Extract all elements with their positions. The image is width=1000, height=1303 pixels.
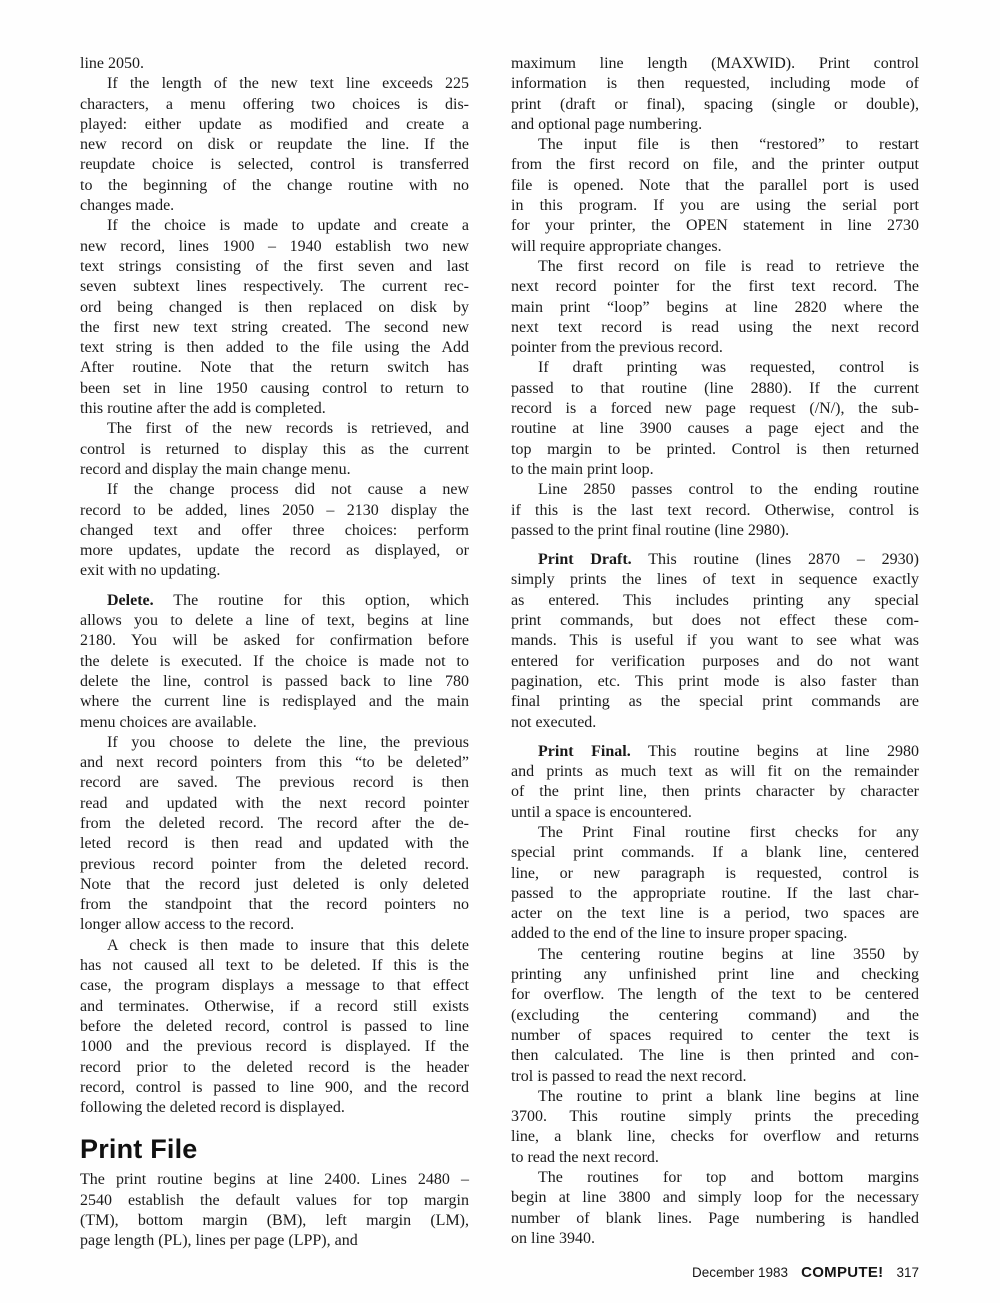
- text-line: of the print line, then prints character by character: [511, 783, 919, 801]
- text-line: has not caused all text to be deleted. If this is the: [80, 957, 469, 975]
- text-line: acter on the text line is a period, two spaces are: [511, 905, 919, 923]
- text-line: Print Draft. This routine (lines 2870 – 2930): [538, 551, 919, 569]
- text-line: entered for verification purposes and do not want: [511, 652, 919, 670]
- text-line: next record pointer for the first text record. The: [511, 278, 919, 296]
- text-line: leted record is then read and updated with the: [80, 835, 469, 853]
- text-line: to the main print loop.: [511, 460, 654, 478]
- text-line: routine at line 3900 causes a page eject and the: [511, 420, 919, 438]
- paragraph: [511, 480, 919, 541]
- text-line: passed to that routine (line 2880). If the current: [511, 379, 919, 397]
- text-line: If the choice is made to update and create a: [107, 217, 469, 235]
- text-line: The first record on file is read to retrieve the: [538, 257, 919, 275]
- text-line: The print routine begins at line 2400. Lines 2480 –: [80, 1171, 469, 1189]
- text-line: control is returned to display this as the current: [80, 440, 469, 458]
- section-heading: Print File: [80, 1134, 198, 1165]
- text-line: not executed.: [511, 713, 597, 731]
- text-line: If draft printing was requested, control is: [538, 359, 919, 377]
- page-footer: [0, 1252, 1000, 1281]
- paragraph: [511, 135, 919, 257]
- text-line: The routines for top and bottom margins: [538, 1169, 919, 1187]
- text-line: top margin to be printed. Control is then returned: [511, 440, 919, 458]
- text-line: seven subtext lines respectively. The current rec-: [80, 278, 469, 296]
- text-line: If you choose to delete the line, the previous: [107, 733, 469, 751]
- text-line: allows you to delete a line of text, begins at line: [80, 612, 469, 630]
- paragraph: [80, 216, 469, 419]
- text-line: maximum line length (MAXWID). Print control: [511, 55, 919, 72]
- text-line: from the standpoint that the record pointers no: [80, 896, 469, 914]
- text-line: and optional page numbering.: [511, 115, 703, 133]
- text-line: line, a blank line, checks for overflow and returns: [511, 1128, 919, 1146]
- text-line: The first of the new records is retrieved, and: [107, 420, 469, 438]
- paragraph: [511, 823, 919, 945]
- text-line: (TM), bottom margin (BM), left margin (LM),: [80, 1212, 469, 1230]
- footer-date: December 1983: [692, 1264, 789, 1280]
- text-line: Line 2850 passes control to the ending routine: [538, 481, 919, 499]
- text-line: where the current line is redisplayed and the main: [80, 693, 469, 711]
- text-line: line 2050.: [80, 55, 144, 72]
- text-line: If the length of the new text line exceeds 225: [107, 75, 469, 93]
- footer-page-number: 317: [896, 1264, 919, 1280]
- text-line: After routine. Note that the return switch has: [80, 359, 469, 377]
- paragraph: [80, 419, 469, 480]
- paragraph: [80, 936, 469, 1119]
- text-line: trol is passed to read the next record.: [511, 1067, 747, 1085]
- text-line: special print commands. If a blank line, centered: [511, 844, 919, 862]
- text-line: ord being changed is then replaced on disk by: [80, 298, 469, 316]
- text-line: simply prints the lines of text in sequence exactly: [511, 571, 919, 589]
- text-line: page length (PL), lines per page (LPP), and: [80, 1232, 358, 1250]
- text-line: number of blank lines. Page numbering is handled: [511, 1209, 919, 1227]
- text-line: text string is then added to the file using the Add: [80, 339, 469, 357]
- text-line: following the deleted record is displayed.: [80, 1099, 345, 1117]
- text-line: added to the end of the line to insure proper spacing.: [511, 925, 848, 943]
- paragraph: [80, 54, 469, 74]
- text-line: new record on disk or reupdate the line. If the: [80, 136, 469, 154]
- text-line: then calculated. The line is then printed and con-: [511, 1047, 919, 1065]
- column-left: [80, 54, 469, 1252]
- text-line: The input file is then “restored” to restart: [538, 136, 919, 154]
- text-line: played: either update as modified and create a: [80, 115, 469, 133]
- column-right: [511, 54, 919, 1252]
- paragraph: [80, 1170, 469, 1251]
- text-line: the first new text string created. The second new: [80, 318, 469, 336]
- text-line: will require appropriate changes.: [511, 237, 722, 255]
- text-line: passed to the appropriate routine. If the last char-: [511, 884, 919, 902]
- text-line: next text record is read using the next record: [511, 318, 919, 336]
- text-line: new record, lines 1900 – 1940 establish two new: [80, 237, 469, 255]
- text-line: A check is then made to insure that this delete: [107, 936, 469, 954]
- text-line: The routine to print a blank line begins at line: [538, 1087, 919, 1105]
- text-line: 2180. You will be asked for confirmation before: [80, 632, 469, 650]
- text-line: The Print Final routine first checks for any: [538, 823, 919, 841]
- text-line: print (draft or final), spacing (single or double),: [511, 95, 919, 113]
- text-line: this routine after the add is completed.: [80, 400, 326, 418]
- text-line: on line 3940.: [511, 1229, 595, 1247]
- text-line: number of spaces required to center the text is: [511, 1026, 919, 1044]
- text-line: 3700. This routine simply prints the preceding: [511, 1108, 919, 1126]
- text-line: for your printer, the OPEN statement in line 2730: [511, 217, 919, 235]
- text-line: delete the line, control is passed back to line 780: [80, 672, 469, 690]
- text-line: (excluding the centering command) and the: [511, 1006, 919, 1024]
- text-line: file is opened. Note that the parallel port is used: [511, 176, 919, 194]
- text-line: print commands, but does not effect these com-: [511, 612, 919, 630]
- text-line: if this is the last text record. Otherwise, control is: [511, 501, 919, 519]
- text-line: reupdate choice is selected, control is transferred: [80, 156, 469, 174]
- text-line: from the deleted record. The record after the de-: [80, 814, 469, 832]
- text-line: begin at line 3800 and simply loop for the necessary: [511, 1189, 919, 1207]
- paragraph: [511, 1087, 919, 1168]
- text-line: as entered. This includes printing any special: [511, 591, 919, 609]
- text-line: changes made.: [80, 197, 175, 215]
- text-line: Note that the record just deleted is only deleted: [80, 875, 469, 893]
- text-line: record is a forced new page request (/N/), the sub-: [511, 400, 919, 418]
- text-line: before the deleted record, control is passed to line: [80, 1017, 469, 1035]
- text-line: and next record pointers from this “to be deleted”: [80, 754, 469, 772]
- paragraph: [80, 591, 469, 733]
- text-line: line, or new paragraph is requested, control is: [511, 864, 919, 882]
- text-line: record and display the main change menu.: [80, 460, 351, 478]
- text-line: text strings consisting of the first seven and last: [80, 257, 469, 275]
- text-line: longer allow access to the record.: [80, 916, 295, 934]
- text-line: main print “loop” begins at line 2820 where the: [511, 298, 919, 316]
- text-line: previous record pointer from the deleted record.: [80, 855, 469, 873]
- text-line: from the first record on file, and the printer output: [511, 156, 919, 174]
- text-line: case, the program displays a message to that effect: [80, 977, 469, 995]
- text-line: the delete is executed. If the choice is made not to: [80, 652, 469, 670]
- text-line: passed to the print final routine (line 2980).: [511, 521, 790, 539]
- text-line: printing any unfinished print line and checking: [511, 966, 919, 984]
- text-line: record are saved. The previous record is then: [80, 774, 469, 792]
- text-line: and prints as much text as will fit on the remainder: [511, 763, 919, 781]
- text-line: exit with no updating.: [80, 562, 221, 580]
- text-line: 2540 establish the default values for top margin: [80, 1191, 469, 1209]
- text-line: 1000 and the previous record is displayed. If the: [80, 1038, 469, 1056]
- footer-magazine-name: COMPUTE!: [801, 1263, 884, 1281]
- paragraph: [80, 733, 469, 936]
- paragraph: [511, 945, 919, 1087]
- text-line: record to be added, lines 2050 – 2130 display the: [80, 501, 469, 519]
- paragraph: [511, 742, 919, 823]
- paragraph: [511, 550, 919, 733]
- text-line: changed text and offer three choices: perform: [80, 521, 469, 539]
- text-line: for overflow. The length of the text to be centered: [511, 986, 919, 1004]
- paragraph: [511, 1168, 919, 1249]
- paragraph: [511, 257, 919, 358]
- paragraph: [511, 358, 919, 480]
- text-line: pointer from the previous record.: [511, 339, 723, 357]
- text-line: to read the next record.: [511, 1148, 659, 1166]
- text-line: mands. This is useful if you want to see what was: [511, 632, 919, 650]
- text-line: If the change process did not cause a new: [107, 481, 469, 499]
- text-line: more updates, update the record as displayed, or: [80, 542, 469, 560]
- text-line: in this program. If you are using the serial port: [511, 197, 919, 215]
- text-line: until a space is encountered.: [511, 803, 692, 821]
- text-line: read and updated with the next record pointer: [80, 794, 469, 812]
- text-line: Delete. The routine for this option, which: [107, 591, 469, 609]
- text-line: characters, a menu offering two choices is dis-: [80, 95, 469, 113]
- text-line: and terminates. Otherwise, if a record still exists: [80, 997, 469, 1015]
- paragraph: [511, 54, 919, 135]
- text-line: to the beginning of the change routine with no: [80, 176, 469, 194]
- text-line: record, control is passed to line 900, and the record: [80, 1078, 469, 1096]
- text-line: final printing as the special print commands are: [511, 693, 919, 711]
- text-line: The centering routine begins at line 3550 by: [538, 945, 919, 963]
- paragraph: [80, 480, 469, 581]
- text-line: pagination, etc. This print mode is also faster than: [511, 672, 919, 690]
- text-line: been set in line 1950 causing control to return to: [80, 379, 469, 397]
- text-line: record prior to the deleted record is the header: [80, 1058, 469, 1076]
- text-line: information is then requested, including mode of: [511, 75, 919, 93]
- paragraph: [80, 74, 469, 216]
- text-line: menu choices are available.: [80, 713, 257, 731]
- text-line: Print Final. This routine begins at line 2980: [538, 742, 920, 760]
